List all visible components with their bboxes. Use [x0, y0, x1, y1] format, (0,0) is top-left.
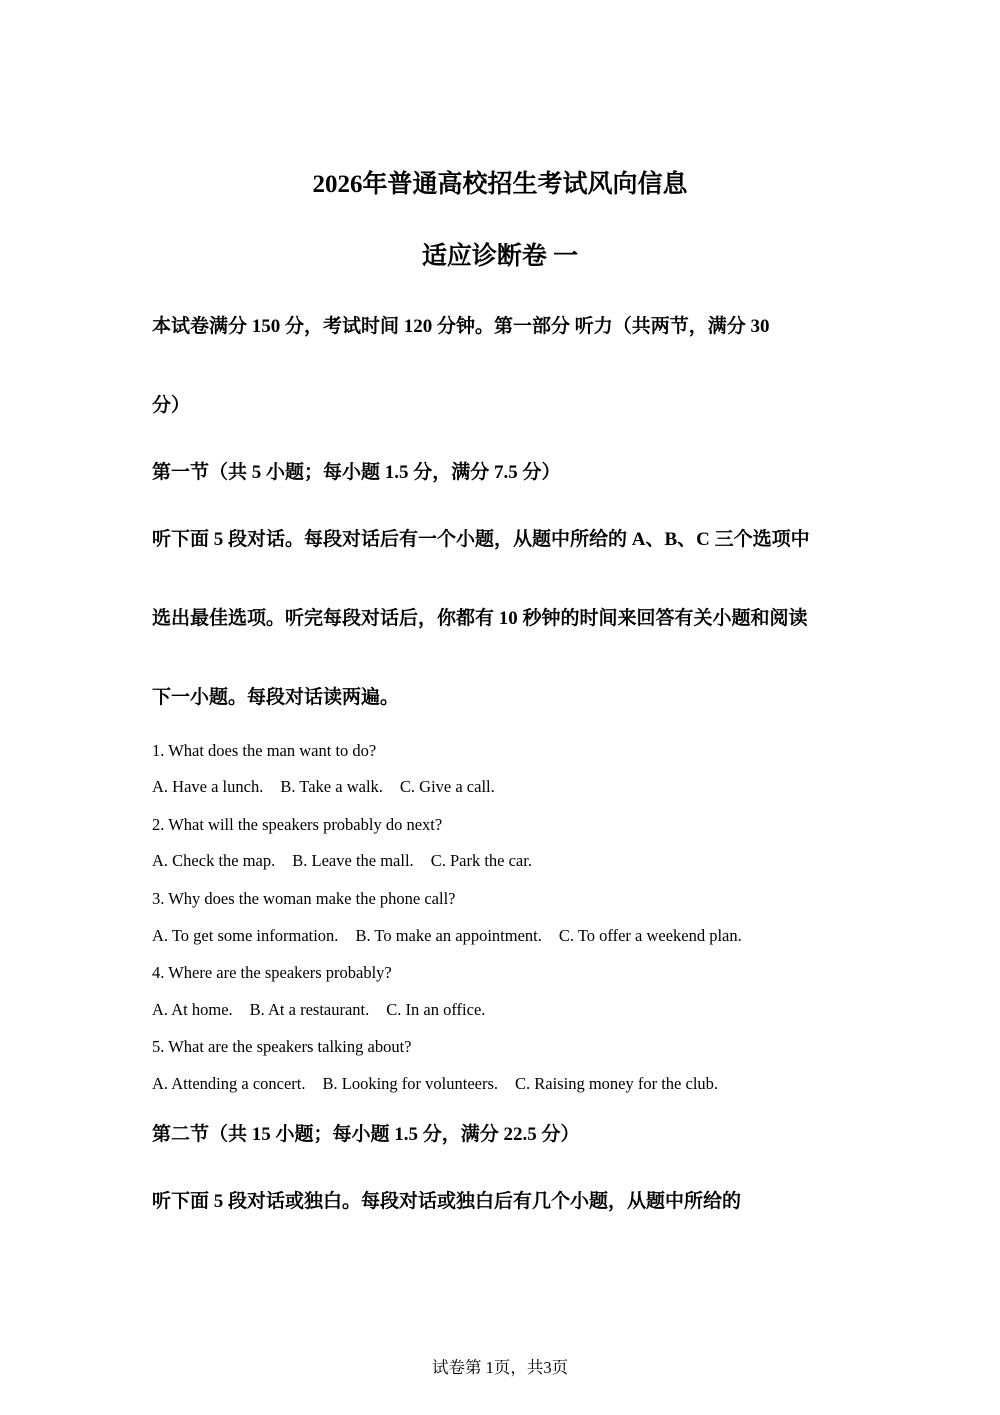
option-b: B. Leave the mall. [292, 851, 414, 870]
question-text: 1. What does the man want to do? [152, 741, 377, 760]
question-options [152, 998, 852, 1022]
section1-instruction: 听下面 5 段对话。每段对话后有一个小题，从题中所给的 A、B、C 三个选项中 [152, 529, 810, 550]
section1-instruction: 下一小题。每段对话读两遍。 [152, 687, 400, 708]
question-text: 3. Why does the woman make the phone call? [152, 889, 456, 908]
question-text: 5. What are the speakers talking about? [152, 1037, 412, 1056]
option-a: A. At home. [152, 1000, 233, 1019]
option-b: B. Take a walk. [280, 777, 383, 796]
section2-instruction: 听下面 5 段对话或独白。每段对话或独白后有几个小题，从题中所给的 [152, 1191, 742, 1212]
option-b: B. Looking for volunteers. [322, 1074, 499, 1093]
question-text: 4. Where are the speakers probably? [152, 963, 392, 982]
section1-heading: 第一节（共 5 小题；每小题 1.5 分，满分 7.5 分） [152, 462, 561, 483]
page-number-footer: 试卷第 1页，共3页 [431, 1358, 569, 1377]
section2-heading: 第二节（共 15 小题；每小题 1.5 分，满分 22.5 分） [152, 1124, 580, 1145]
option-a: A. Attending a concert. [152, 1074, 306, 1093]
option-c: C. Give a call. [399, 777, 495, 796]
option-a: A. Check the map. [152, 851, 276, 870]
question-options [152, 775, 852, 799]
option-c: C. To offer a weekend plan. [558, 926, 742, 945]
intro-line: 本试卷满分 150 分，考试时间 120 分钟。第一部分 听力（共两节，满分 30 [152, 316, 770, 337]
question-options [152, 849, 852, 873]
question-options [152, 924, 852, 948]
exam-subtitle: 适应诊断卷 一 [421, 243, 579, 270]
question-text: 2. What will the speakers probably do next? [152, 815, 443, 834]
option-b: B. To make an appointment. [355, 926, 542, 945]
option-a: A. Have a lunch. [152, 777, 264, 796]
option-c: C. In an office. [386, 1000, 486, 1019]
option-a: A. To get some information. [152, 926, 339, 945]
section1-instruction: 选出最佳选项。听完每段对话后，你都有 10 秒钟的时间来回答有关小题和阅读 [152, 608, 808, 629]
option-c: C. Park the car. [430, 851, 532, 870]
intro-line: 分） [152, 395, 191, 416]
question-options [152, 1072, 852, 1096]
option-b: B. At a restaurant. [249, 1000, 370, 1019]
exam-title: 2026年普通高校招生考试风向信息 [312, 171, 688, 198]
option-c: C. Raising money for the club. [515, 1074, 719, 1093]
